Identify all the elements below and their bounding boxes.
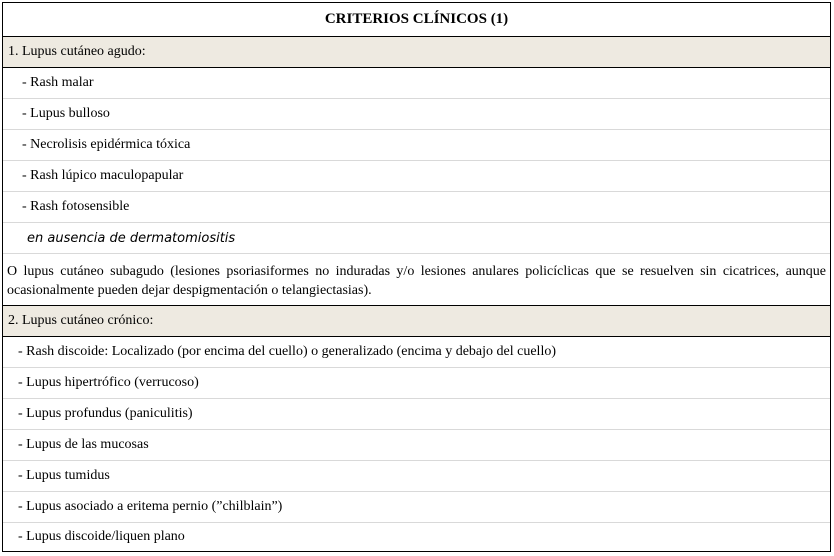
list-item: - Rash malar <box>3 68 830 99</box>
list-item: - Lupus de las mucosas <box>3 430 830 461</box>
list-item: - Lupus profundus (paniculitis) <box>3 399 830 430</box>
list-item: - Necrolisis epidérmica tóxica <box>3 130 830 161</box>
list-item: - Lupus discoide/liquen plano <box>18 529 185 544</box>
list-item: - Rash lúpico maculopapular <box>3 161 830 192</box>
subacute-paragraph: O lupus cutáneo subagudo (lesiones psoriasiformes no induradas y/o lesiones anulares policíclicas que se resuelven sin cicatrices, aunque ocasionalmente pueden dejar despigmentación o telangiectasias). <box>3 254 830 306</box>
section-heading-chronic: 2. Lupus cutáneo crónico: <box>3 306 830 337</box>
section-heading-acute: 1. Lupus cutáneo agudo: <box>3 37 830 68</box>
list-item: - Lupus hipertrófico (verrucoso) <box>3 368 830 399</box>
list-item: - Lupus bulloso <box>3 99 830 130</box>
list-item: - Rash discoide: Localizado (por encima del cuello) o generalizado (encima y debajo del cuello) <box>3 337 830 368</box>
list-item: - Lupus tumidus <box>3 461 830 492</box>
list-item: - Rash fotosensible <box>3 192 830 223</box>
table-title: CRITERIOS CLÍNICOS (1) <box>3 3 830 37</box>
list-item: - Lupus asociado a eritema pernio (”chilblain”) <box>3 492 830 523</box>
criteria-table <box>2 2 831 552</box>
exclusion-note: en ausencia de dermatomiositis <box>3 223 830 254</box>
